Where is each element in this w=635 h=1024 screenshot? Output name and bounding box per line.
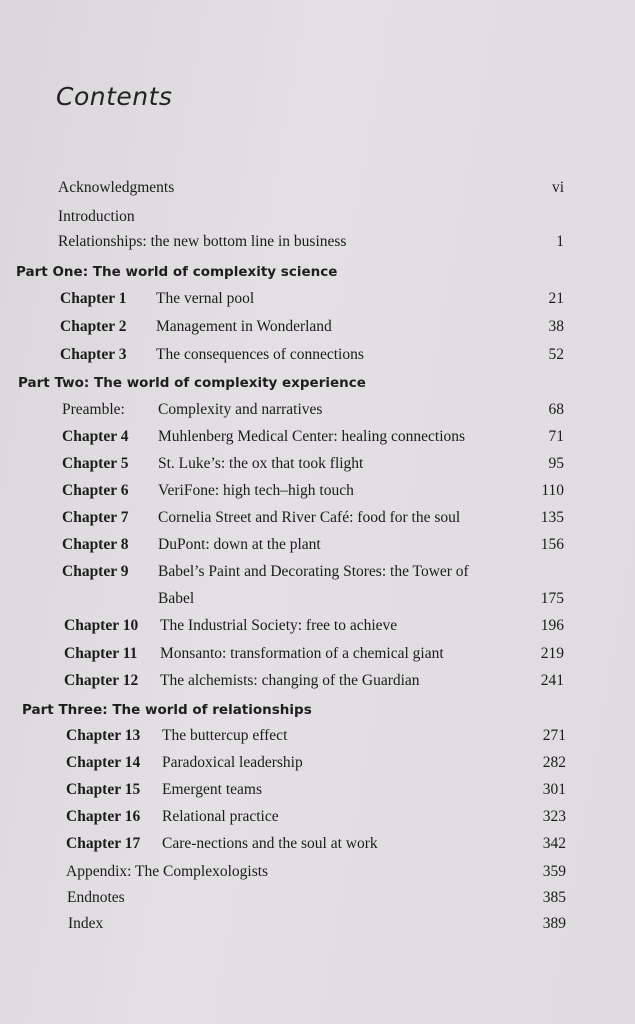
part-heading-text: Part Two: The world of complexity experience <box>18 375 366 391</box>
part-heading-text: Part Three: The world of relationships <box>22 702 312 718</box>
page-number: 342 <box>542 835 566 852</box>
page-number: 21 <box>548 290 564 307</box>
chapter-label: Chapter 10 <box>64 617 139 634</box>
page-number: 282 <box>542 754 566 771</box>
page-number: 71 <box>548 428 564 445</box>
toc-entry <box>0 752 635 774</box>
toc-entry <box>0 453 635 475</box>
chapter-label: Preamble: <box>62 401 125 418</box>
chapter-label: Chapter 2 <box>60 318 127 335</box>
chapter-title: VeriFone: high tech–high touch <box>158 482 354 499</box>
page-number: 241 <box>540 672 564 689</box>
toc-entry <box>0 561 635 583</box>
part-heading <box>0 699 635 721</box>
chapter-title: Management in Wonderland <box>156 318 332 335</box>
page-number: 156 <box>540 536 564 553</box>
toc-entry <box>0 480 635 502</box>
chapter-title: Emergent teams <box>162 781 263 798</box>
chapter-title: The buttercup effect <box>162 727 288 744</box>
entry-label: Endnotes <box>67 889 125 906</box>
chapter-label: Chapter 9 <box>62 563 129 580</box>
toc-entry <box>0 725 635 747</box>
toc-entry <box>0 288 635 310</box>
chapter-label: Chapter 3 <box>60 346 127 363</box>
toc-entry <box>0 806 635 828</box>
page-number: 301 <box>542 781 566 798</box>
part-heading-text: Part One: The world of complexity science <box>16 264 338 280</box>
entry-label: Acknowledgments <box>58 179 175 196</box>
chapter-label: Chapter 7 <box>62 509 129 526</box>
page-number: 219 <box>540 645 564 662</box>
page-number: 68 <box>548 401 564 418</box>
chapter-label: Chapter 1 <box>60 290 127 307</box>
chapter-title: The consequences of connections <box>156 346 364 363</box>
toc-entry <box>0 615 635 637</box>
page-number: 95 <box>548 455 564 472</box>
chapter-label: Chapter 11 <box>64 645 138 662</box>
toc-entry <box>0 913 635 935</box>
toc-entry <box>0 316 635 338</box>
chapter-title: Care-nections and the soul at work <box>162 835 378 852</box>
part-heading <box>0 261 635 283</box>
toc-entry <box>0 399 635 421</box>
entry-label: Index <box>68 915 104 932</box>
chapter-title: The vernal pool <box>156 290 255 307</box>
entry-label: Relationships: the new bottom line in business <box>58 233 347 250</box>
chapter-title: Babel’s Paint and Decorating Stores: the Tower of <box>158 563 469 580</box>
page-number: 135 <box>540 509 564 526</box>
page-number: 271 <box>542 727 566 744</box>
page-number: vi <box>551 179 564 196</box>
page-number: 359 <box>542 863 566 880</box>
chapter-title-continued: Babel <box>158 590 195 607</box>
chapter-label: Chapter 6 <box>62 482 129 499</box>
toc-entry <box>0 833 635 855</box>
toc-entry <box>0 779 635 801</box>
toc-entry <box>0 231 635 253</box>
entry-label: Appendix: The Complexologists <box>66 863 269 880</box>
toc-entry-continuation <box>0 588 635 610</box>
page-number: 110 <box>541 482 564 499</box>
chapter-title: Monsanto: transformation of a chemical giant <box>160 645 444 662</box>
page-number: 52 <box>548 346 564 363</box>
page-number: 196 <box>540 617 564 634</box>
chapter-label: Chapter 8 <box>62 536 129 553</box>
chapter-label: Chapter 16 <box>66 808 141 825</box>
chapter-label: Chapter 12 <box>64 672 139 689</box>
page-number: 38 <box>548 318 564 335</box>
toc-entry <box>0 344 635 366</box>
toc-entry <box>0 643 635 665</box>
chapter-title: Paradoxical leadership <box>162 754 303 771</box>
toc-entry <box>0 670 635 692</box>
toc-entry <box>0 426 635 448</box>
page-number: 385 <box>542 889 566 906</box>
page-number: 323 <box>542 808 566 825</box>
chapter-title: St. Luke’s: the ox that took flight <box>158 455 364 472</box>
entry-label: Introduction <box>58 208 135 225</box>
page-number: 175 <box>540 590 564 607</box>
chapter-label: Chapter 17 <box>66 835 141 852</box>
page-title: Contents <box>56 82 173 111</box>
page-number: 389 <box>542 915 566 932</box>
toc-entry <box>0 206 635 228</box>
toc-entry <box>0 534 635 556</box>
chapter-title: Relational practice <box>162 808 279 825</box>
chapter-title: The alchemists: changing of the Guardian <box>160 672 420 689</box>
chapter-title: The Industrial Society: free to achieve <box>160 617 398 634</box>
toc-entry <box>0 177 635 199</box>
part-heading <box>0 372 635 394</box>
chapter-title: Complexity and narratives <box>158 401 323 418</box>
chapter-label: Chapter 13 <box>66 727 141 744</box>
toc-entry <box>0 861 635 883</box>
chapter-title: DuPont: down at the plant <box>158 536 321 553</box>
toc-entry <box>0 507 635 529</box>
chapter-title: Cornelia Street and River Café: food for the soul <box>158 509 461 526</box>
chapter-label: Chapter 5 <box>62 455 129 472</box>
chapter-title: Muhlenberg Medical Center: healing connections <box>158 428 466 445</box>
toc-entry <box>0 887 635 909</box>
page-number: 1 <box>556 233 564 250</box>
chapter-label: Chapter 4 <box>62 428 129 445</box>
chapter-label: Chapter 15 <box>66 781 141 798</box>
chapter-label: Chapter 14 <box>66 754 141 771</box>
